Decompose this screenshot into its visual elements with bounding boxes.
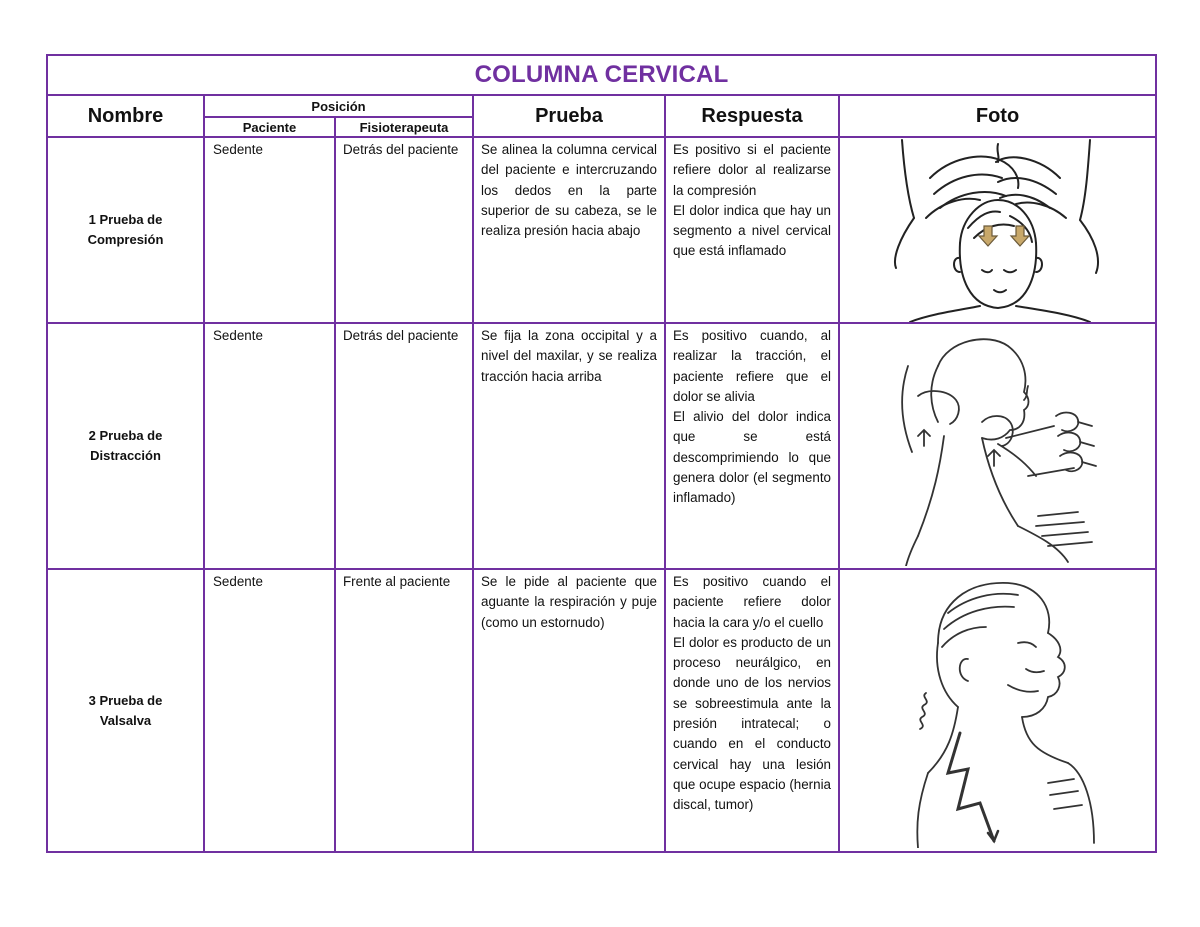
test-name-line2: Compresión: [87, 232, 164, 247]
table-row: [47, 323, 1156, 569]
therapist-position: Frente al paciente: [335, 569, 473, 852]
header-paciente: Paciente: [204, 117, 335, 137]
patient-position: Sedente: [204, 137, 335, 323]
test-name: [47, 137, 204, 323]
test-response: [665, 569, 839, 852]
tests-table: [46, 54, 1157, 853]
header-posicion: Posición: [204, 95, 473, 117]
test-response: [665, 323, 839, 569]
header-nombre: Nombre: [47, 95, 204, 137]
test-photo: [839, 569, 1156, 852]
valsalva-test-illustration: [898, 573, 1098, 848]
compression-test-illustration: [890, 138, 1105, 322]
table-row: [47, 137, 1156, 323]
response-meaning: El dolor es producto de un proceso neurálgico, en donde uno de los nervios se sobreestimula ante la presión intratecal; o cuando en el conducto cervical hay una lesión que ocupe espacio (hernia discal, tumor): [673, 634, 831, 813]
page-title: COLUMNA CERVICAL: [47, 55, 1156, 95]
therapist-position: Detrás del paciente: [335, 137, 473, 323]
test-name: [47, 323, 204, 569]
response-meaning: El alivio del dolor indica que se está descomprimiendo lo que genera dolor (el segmento inflamado): [673, 409, 831, 506]
patient-position: Sedente: [204, 323, 335, 569]
test-response: [665, 137, 839, 323]
test-name-line1: 2 Prueba de: [88, 428, 163, 443]
header-prueba: Prueba: [473, 95, 665, 137]
test-name-line2: Distracción: [90, 448, 161, 463]
test-name-line2: Valsalva: [99, 712, 152, 728]
test-procedure: Se fija la zona occipital y a nivel del maxilar, y se realiza tracción hacia arriba: [473, 323, 665, 569]
header-foto: Foto: [839, 95, 1156, 137]
response-positive: Es positivo si el paciente refiere dolor al realizarse la compresión: [673, 142, 831, 198]
response-positive: Es positivo cuando, al realizar la tracción, el paciente refiere que el dolor se alivia: [673, 328, 831, 404]
table-row: [47, 569, 1156, 852]
therapist-position: Detrás del paciente: [335, 323, 473, 569]
response-meaning: El dolor indica que hay un segmento a nivel cervical que está inflamado: [673, 202, 831, 259]
header-fisioterapeuta: Fisioterapeuta: [335, 117, 473, 137]
test-name: [47, 569, 204, 852]
test-photo: [839, 137, 1156, 323]
header-respuesta: Respuesta: [665, 95, 839, 137]
patient-position: Sedente: [204, 569, 335, 852]
response-positive: Es positivo cuando el paciente refiere dolor hacia la cara y/o el cuello: [673, 574, 831, 630]
test-procedure: Se le pide al paciente que aguante la respiración y puje (como un estornudo): [473, 569, 665, 852]
distraction-test-illustration: [878, 326, 1118, 566]
test-photo: [839, 323, 1156, 569]
test-name-line1: 1 Prueba de: [88, 212, 163, 227]
test-procedure: Se alinea la columna cervical del paciente e intercruzando los dedos en la parte superior de su cabeza, se le realiza presión hacia abajo: [473, 137, 665, 323]
cervical-tests-sheet: [46, 54, 1155, 860]
test-name-line1: 3 Prueba de: [88, 692, 163, 708]
